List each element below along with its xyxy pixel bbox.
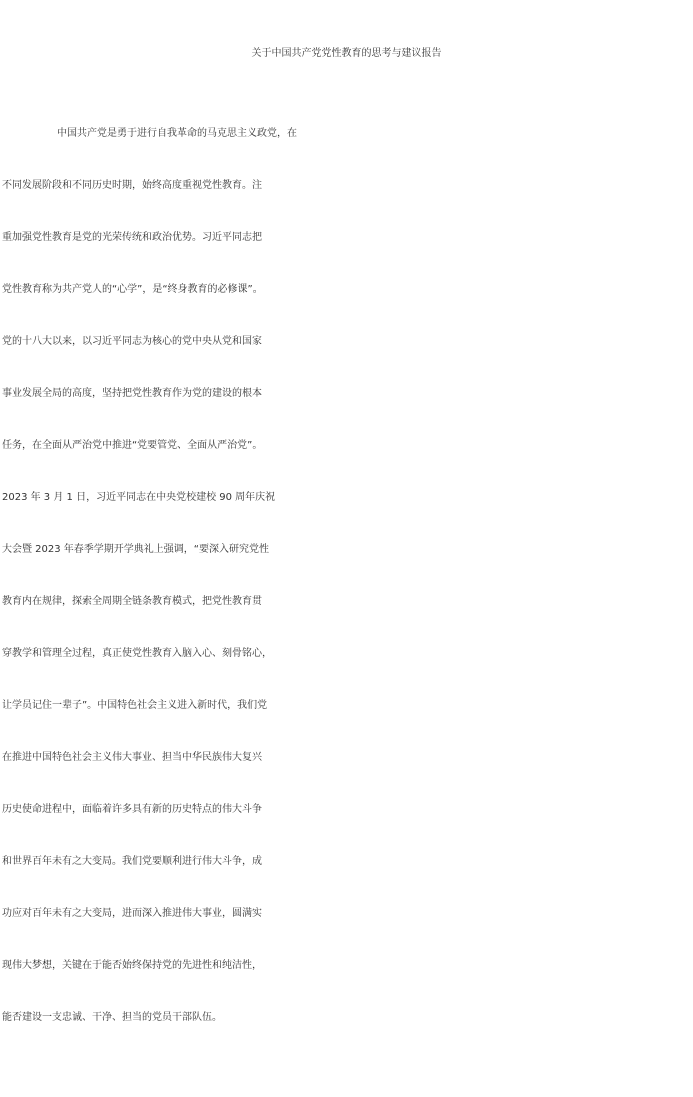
paragraph-line: 在推进中国特色社会主义伟大事业、担当中华民族伟大复兴: [2, 752, 262, 763]
paragraph-line: 事业发展全局的高度，坚持把党性教育作为党的建设的根本: [2, 388, 262, 399]
paragraph-line: 2023 年 3 月 1 日，习近平同志在中央党校建校 90 周年庆祝: [2, 492, 276, 503]
paragraph-line: 和世界百年未有之大变局。我们党要顺利进行伟大斗争，成: [2, 856, 262, 867]
paragraph-line: 教育内在规律，探索全周期全链条教育模式，把党性教育贯: [2, 596, 262, 607]
paragraph-line: 党性教育称为共产党人的“心学”，是“终身教育的必修课”。: [2, 284, 263, 295]
paragraph-line: 不同发展阶段和不同历史时期，始终高度重视党性教育。注: [2, 180, 262, 191]
paragraph-line: 功应对百年未有之大变局，进而深入推进伟大事业，圆满实: [2, 908, 262, 919]
paragraph-line: 穿教学和管理全过程，真正使党性教育入脑入心、刻骨铭心，: [2, 648, 272, 659]
paragraph-line: 能否建设一支忠诚、干净、担当的党员干部队伍。: [2, 1012, 222, 1023]
paragraph-line: 让学员记住一辈子”。中国特色社会主义进入新时代，我们党: [2, 700, 268, 711]
paragraph-line: 历史使命进程中，面临着许多具有新的历史特点的伟大斗争: [2, 804, 262, 815]
paragraph-line: 中国共产党是勇于进行自我革命的马克思主义政党，在: [57, 128, 297, 139]
paragraph-line: 党的十八大以来，以习近平同志为核心的党中央从党和国家: [2, 336, 262, 347]
paragraph-line: 现伟大梦想，关键在于能否始终保持党的先进性和纯洁性，: [2, 960, 262, 971]
paragraph-line: 重加强党性教育是党的光荣传统和政治优势。习近平同志把: [2, 232, 262, 243]
article-title: 关于中国共产党党性教育的思考与建议报告: [251, 48, 442, 59]
paragraph-line: 任务，在全面从严治党中推进“党要管党、全面从严治党”。: [2, 440, 263, 451]
article-body: [0, 108, 692, 1044]
paragraph-line: 大会暨 2023 年春季学期开学典礼上强调，“要深入研究党性: [2, 544, 269, 555]
